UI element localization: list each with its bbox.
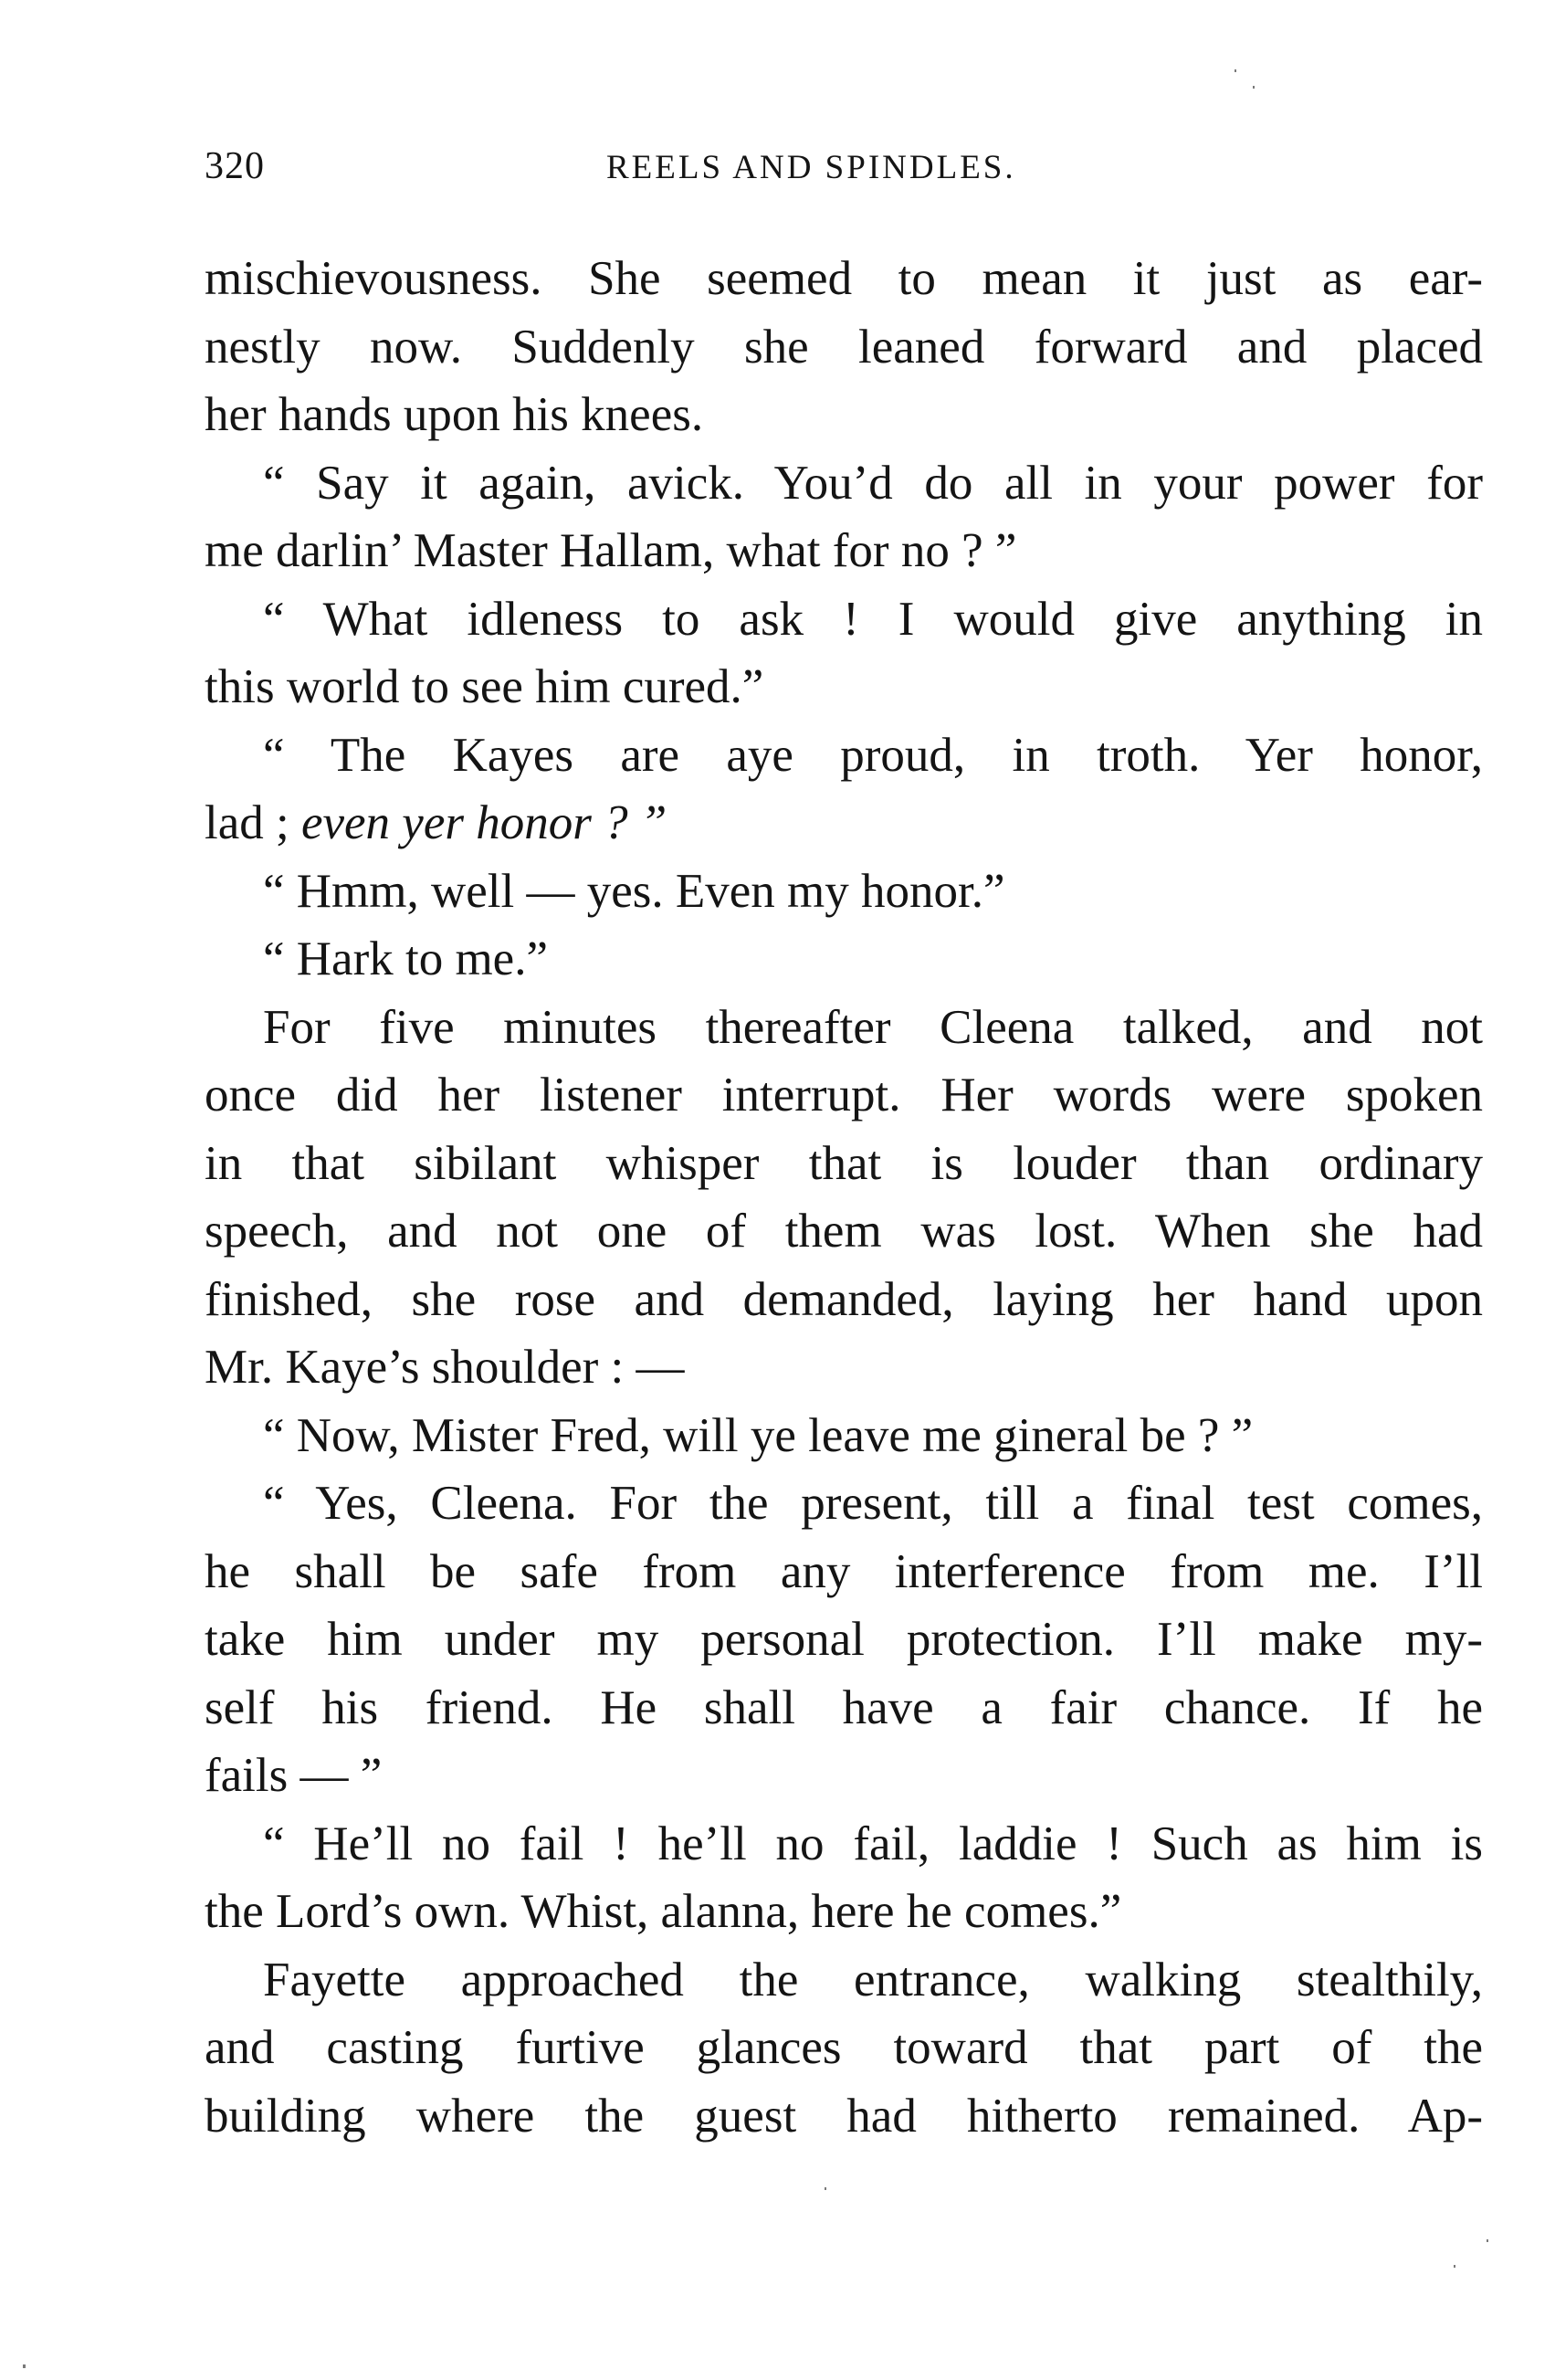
text-line: me darlin’ Master Hallam, what for no ? ” [205, 524, 1017, 577]
text-line: “ Yes, Cleena. For the present, till a final test comes, [263, 1477, 1483, 1530]
body-text [205, 245, 1483, 2150]
text-line [205, 789, 1483, 858]
text-line: he shall be safe from any interference from me. I’ll [205, 1544, 1483, 1598]
text-line: this world to see him cured.” [205, 660, 764, 713]
text-line: speech, and not one of them was lost. When she had [205, 1205, 1483, 1258]
page-header [205, 144, 1483, 199]
text-line: once did her listener interrupt. Her words were spoken [205, 1069, 1483, 1122]
scan-speck [1235, 69, 1236, 72]
scan-speck [825, 2187, 826, 2190]
text-line: in that sibilant whisper that is louder than ordinary [205, 1136, 1483, 1190]
text-line: nestly now. Suddenly she leaned forward and placed [205, 320, 1483, 374]
scan-speck [1487, 2239, 1488, 2242]
italic-phrase: even yer honor ? ” [300, 796, 667, 849]
text-segment: lad ; [205, 796, 289, 849]
text-line: “ What idleness to ask ! I would give anything in [263, 592, 1483, 646]
text-line: “ The Kayes are aye proud, in troth. Yer honor, [263, 728, 1483, 782]
scan-speck [1253, 86, 1255, 89]
page-number: 320 [205, 145, 265, 187]
text-line: “ He’ll no fail ! he’ll no fail, laddie ! Such as him is [263, 1817, 1483, 1870]
text-line: mischievousness. She seemed to mean it just as ear- [205, 252, 1483, 305]
text-line: “ Now, Mister Fred, will ye leave me gineral be ? ” [263, 1408, 1254, 1462]
scan-speck [1454, 2265, 1455, 2268]
running-head: REELS AND SPINDLES. [606, 149, 1016, 186]
text-line: For five minutes thereafter Cleena talked, and not [263, 1000, 1483, 1054]
text-line: Fayette approached the entrance, walking stealthily, [263, 1953, 1483, 2006]
text-line: finished, she rose and demanded, laying her hand upon [205, 1272, 1483, 1326]
text-line: “ Hark to me.” [263, 932, 548, 985]
text-line: take him under my personal protection. I’ll make my- [205, 1613, 1483, 1666]
text-line: her hands upon his knees. [205, 388, 704, 441]
text-line: the Lord’s own. Whist, alanna, here he comes.” [205, 1885, 1122, 1938]
text-line: “ Say it again, avick. You’d do all in your power for [263, 456, 1483, 510]
text-line: “ Hmm, well — yes. Even my honor.” [263, 864, 1005, 918]
text-line: self his friend. He shall have a fair chance. If he [205, 1680, 1483, 1734]
text-line: and casting furtive glances toward that part of the [205, 2021, 1483, 2074]
text-line: building where the guest had hitherto remained. Ap- [205, 2089, 1483, 2143]
scan-speck [23, 2364, 26, 2368]
text-line: Mr. Kaye’s shoulder : — [205, 1341, 685, 1394]
text-line: fails — ” [205, 1749, 383, 1802]
